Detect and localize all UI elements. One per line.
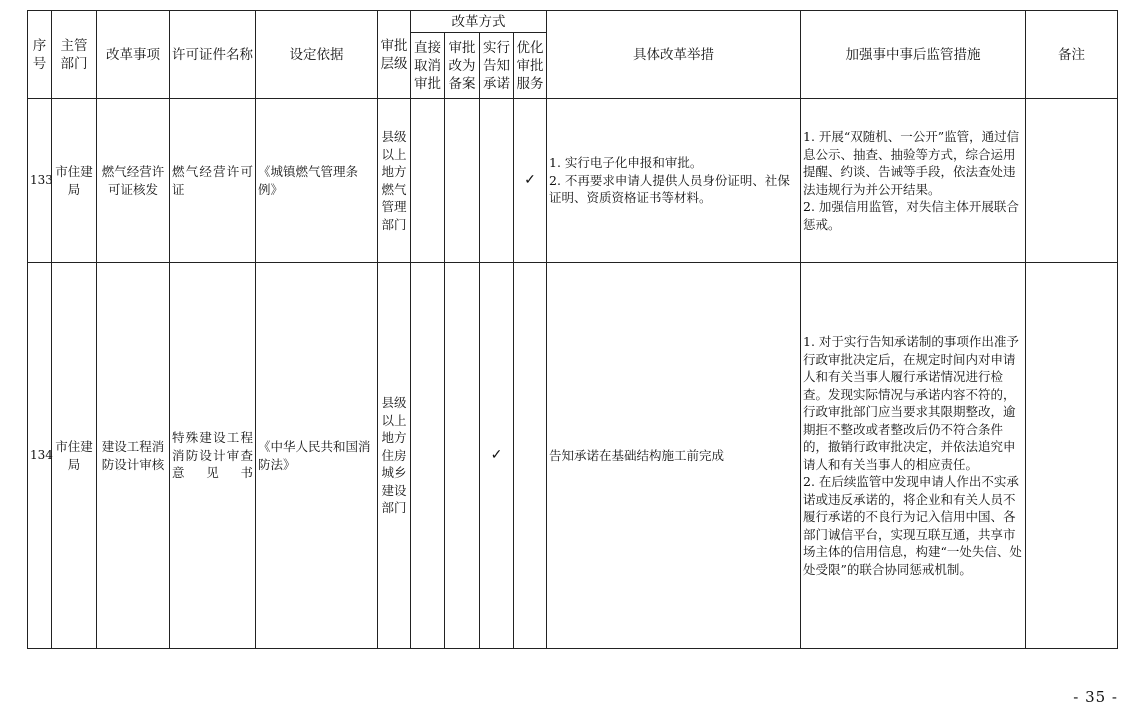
row-to-record <box>445 99 480 263</box>
row-cancel <box>411 263 445 649</box>
header-item: 改革事项 <box>97 11 170 99</box>
header-remark: 备注 <box>1026 11 1118 99</box>
table-row <box>28 99 1118 263</box>
table-row <box>28 263 1118 649</box>
reform-table <box>27 10 1118 649</box>
row-notify <box>480 99 514 263</box>
header-reform-group: 改革方式 <box>411 11 547 33</box>
row-optimize: ✓ <box>514 99 547 263</box>
row-license: 燃气经营许可证 <box>170 99 256 263</box>
header-seq: 序号 <box>28 11 52 99</box>
page-number: - 35 - <box>1073 688 1118 706</box>
header-notify: 实行告知承诺 <box>480 33 514 99</box>
row-license: 特殊建设工程消防设计审查意见书 <box>170 263 256 649</box>
row-dept: 市住建局 <box>52 263 97 649</box>
header-cancel: 直接取消审批 <box>411 33 445 99</box>
row-notify: ✓ <box>480 263 514 649</box>
row-seq: 134 <box>28 263 52 649</box>
row-basis: 《中华人民共和国消防法》 <box>256 263 378 649</box>
header-row-1 <box>28 11 1118 33</box>
row-cancel <box>411 99 445 263</box>
header-supervision: 加强事中事后监管措施 <box>801 11 1026 99</box>
row-level: 县级以上地方住房城乡建设部门 <box>378 263 411 649</box>
row-supervision: 1. 开展“双随机、一公开”监管，通过信息公示、抽查、抽验等方式，综合运用提醒、约谈、告诫等手段，依法查处违法违规行为并公开结果。 2. 加强信用监管，对失信主体开展联合惩戒。 <box>801 99 1026 263</box>
row-to-record <box>445 263 480 649</box>
header-measures: 具体改革举措 <box>547 11 801 99</box>
row-measures: 告知承诺在基础结构施工前完成 <box>547 263 801 649</box>
row-seq: 133 <box>28 99 52 263</box>
header-optimize: 优化审批服务 <box>514 33 547 99</box>
row-measures: 1. 实行电子化申报和审批。 2. 不再要求申请人提供人员身份证明、社保证明、资质资格证书等材料。 <box>547 99 801 263</box>
row-remark <box>1026 99 1118 263</box>
header-basis: 设定依据 <box>256 11 378 99</box>
row-optimize <box>514 263 547 649</box>
row-item: 燃气经营许可证核发 <box>97 99 170 263</box>
row-basis: 《城镇燃气管理条例》 <box>256 99 378 263</box>
header-dept: 主管部门 <box>52 11 97 99</box>
row-supervision: 1. 对于实行告知承诺制的事项作出准予行政审批决定后，在规定时间内对申请人和有关当事人履行承诺情况进行检查。发现实际情况与承诺内容不符的，行政审批部门应当要求其限期整改，逾期拒不整改或者整改后仍不符合条件的，撤销行政审批决定，并依法追究申请人和有关当事人的相应责任。 2. 在后续监管中发现申请人作出不实承诺或违反承诺的，将企业和有关人员不履行承诺的不良行为记入信用中国、各部门诚信平台，实现互联互通，共享市场主体的信用信息，构建“一处失信、处处受限”的联合协同惩戒机制。 <box>801 263 1026 649</box>
row-item: 建设工程消防设计审核 <box>97 263 170 649</box>
row-remark <box>1026 263 1118 649</box>
header-level: 审批层级 <box>378 11 411 99</box>
row-dept: 市住建局 <box>52 99 97 263</box>
row-level: 县级以上地方燃气管理部门 <box>378 99 411 263</box>
header-license: 许可证件名称 <box>170 11 256 99</box>
header-to-record: 审批改为备案 <box>445 33 480 99</box>
